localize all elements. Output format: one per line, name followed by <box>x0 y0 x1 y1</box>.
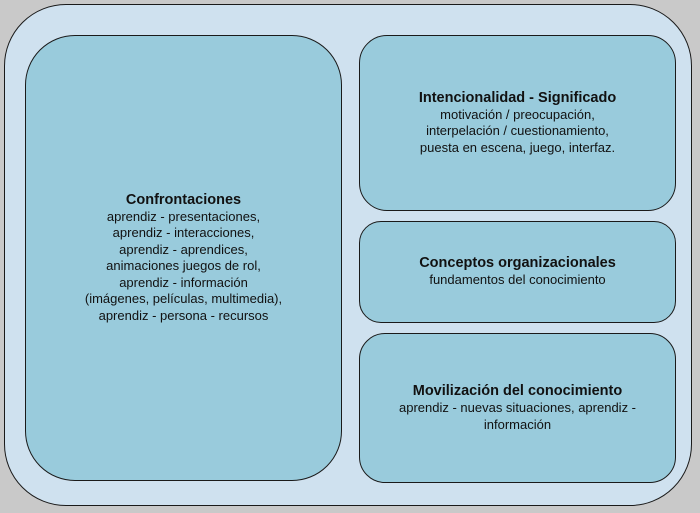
movilizacion-box <box>359 333 676 483</box>
intencionalidad-box <box>359 35 676 211</box>
intencionalidad-line: motivación / preocupación, <box>440 106 595 122</box>
intencionalidad-line: interpelación / cuestionamiento, <box>426 123 609 139</box>
movilizacion-line: información <box>483 416 552 432</box>
confrontaciones-line: aprendiz - interacciones, <box>112 225 255 241</box>
confrontaciones-line: aprendiz - persona - recursos <box>98 307 269 323</box>
intencionalidad-title: Intencionalidad - Significado <box>418 89 617 106</box>
confrontaciones-box <box>25 35 342 481</box>
confrontaciones-line: aprendiz - presentaciones, <box>106 209 261 225</box>
conceptos-line: fundamentos del conocimiento <box>429 272 606 288</box>
conceptos-box <box>359 221 676 323</box>
movilizacion-title: Movilización del conocimiento <box>412 383 623 400</box>
confrontaciones-title: Confrontaciones <box>125 192 242 209</box>
confrontaciones-line: (imágenes, películas, multimedia), <box>84 291 283 307</box>
confrontaciones-line: aprendiz - información <box>119 274 248 290</box>
confrontaciones-line: aprendiz - aprendices, <box>119 241 248 257</box>
diagram-outer-frame <box>4 4 692 506</box>
conceptos-title: Conceptos organizacionales <box>419 255 616 272</box>
confrontaciones-line: animaciones juegos de rol, <box>106 258 261 274</box>
intencionalidad-line: puesta en escena, juego, interfaz. <box>419 139 616 155</box>
movilizacion-line: aprendiz - nuevas situaciones, aprendiz - <box>398 400 637 416</box>
